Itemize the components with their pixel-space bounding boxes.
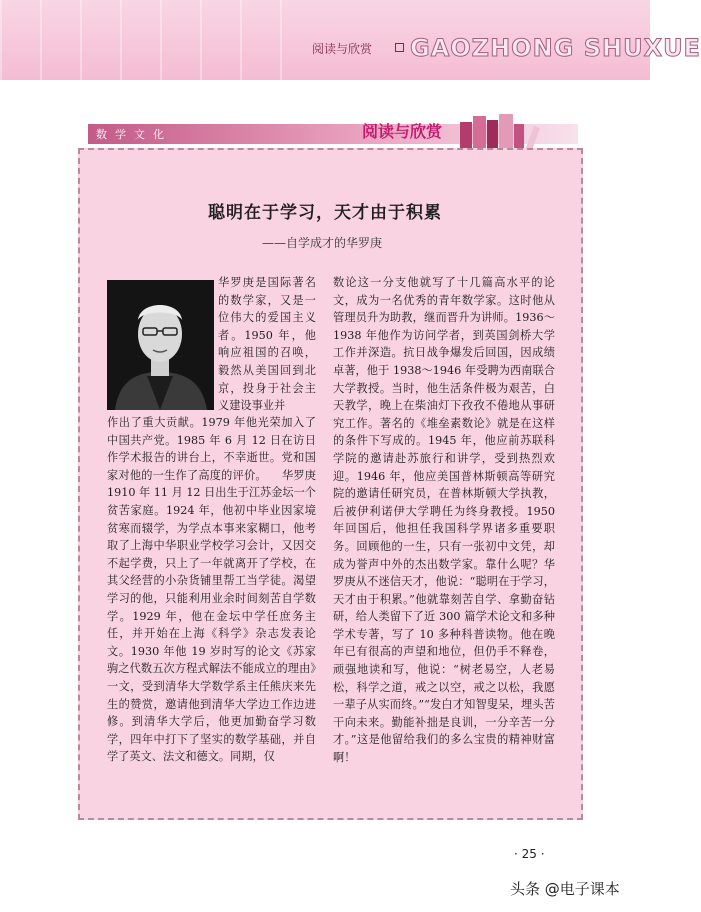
portrait-image <box>107 280 214 410</box>
section-tag: 数学文化 <box>96 128 172 141</box>
header-square-icon <box>395 43 404 52</box>
header-stripes <box>0 0 300 80</box>
watermark: 头条 @电子课本 <box>510 880 620 898</box>
header-latin-title: GAOZHONG SHUXUE <box>410 34 701 62</box>
portrait-photo <box>107 280 214 410</box>
article-title: 聪明在于学习，天才由于积累 <box>208 203 442 223</box>
intro-text: 华罗庚是国际著名的数学家，又是一位伟大的爱国主义者。1950 年，他响应祖国的召唤，毅然从美国回到北京，投身于社会主义建设事业并 <box>218 276 316 413</box>
page-number: · 25 · <box>514 847 545 861</box>
header-label: 阅读与欣赏 <box>312 42 373 56</box>
section-title: 阅读与欣赏 <box>362 122 443 141</box>
right-column-text: 数论这一分支他就写了十几篇高水平的论文，成为一名优秀的青年数学家。这时他从管理员升为助教，继而晋升为讲师。1936～1938 年他作为访问学者，到英国剑桥大学工作并深造。抗日战争爆发后回国，因成绩卓著，他于 1938～1946 年受聘为西南联合大学教授。当时，他生活条件极为艰苦，白天教学，晚上在柴油灯下孜孜不倦地从事研究工作。著名的《堆垒素数论》就是在这样的条件下写成的。1945 年，他应前苏联科学院的邀请赴苏旅行和讲学，受到热烈欢迎。1946 年，他应美国普林斯顿高等研究院的邀请任研究员，在普林斯顿大学执教，后被伊利诺伊大学聘任为终身教授。1950 年回国后，他担任我国科学界诸多重要职务。回顾他的一生，只有一张初中文凭，却成为誉声中外的杰出数学家。靠什么呢？华罗庚从不迷信天才，他说：“聪明在于学习，天才由于积累。”他就靠刻苦自学、拿勤奋钻研，给人类留下了近 300 篇学术论文和多种学术专著，写了 10 多种科普读物。他在晚年已有很高的声望和地位，但仍手不释卷，顽强地读和写，他说：“树老易空，人老易松，科学之道，戒之以空，戒之以松，我愿一辈子从实而终。”“发白才知智叟呆，埋头苦干向未来。勤能补拙是良训，一分辛苦一分才。”这是他留给我们的多么宝贵的精神财富啊！ <box>333 276 555 765</box>
left-column-text: 作出了重大贡献。1979 年他光荣加入了中国共产党。1985 年 6 月 12 日在访日作学术报告的讲台上，不幸逝世。党和国家对他的一生作了高度的评价。 华罗庚 1910 年 11 月 12 日出生于江苏金坛一个贫苦家庭。1924 年，他初中毕业因家境贫寒而辍学，为学点本事来家糊口，他考取了上海中华职业学校学习会计，又因交不起学费，只上了一年就离开了学校，在其父经营的小杂货铺里帮工当学徒。渴望学习的他，只能利用业余时间刻苦自学数学。1929 年，他在金坛中学任庶务主任，并开始在上海《科学》杂志发表论文。1930 年他 19 岁时写的论文《苏家驹之代数五次方程式解法不能成立的理由》一文，受到清华大学数学系主任熊庆来先生的赞赏，邀请他到清华大学边工作边进修。到清华大学后，他更加勤奋学习数学，四年中打下了坚实的数学基础，并自学了英文、法文和德文。同期，仅 <box>107 416 316 764</box>
article-subtitle: ——自学成才的华罗庚 <box>262 236 383 250</box>
